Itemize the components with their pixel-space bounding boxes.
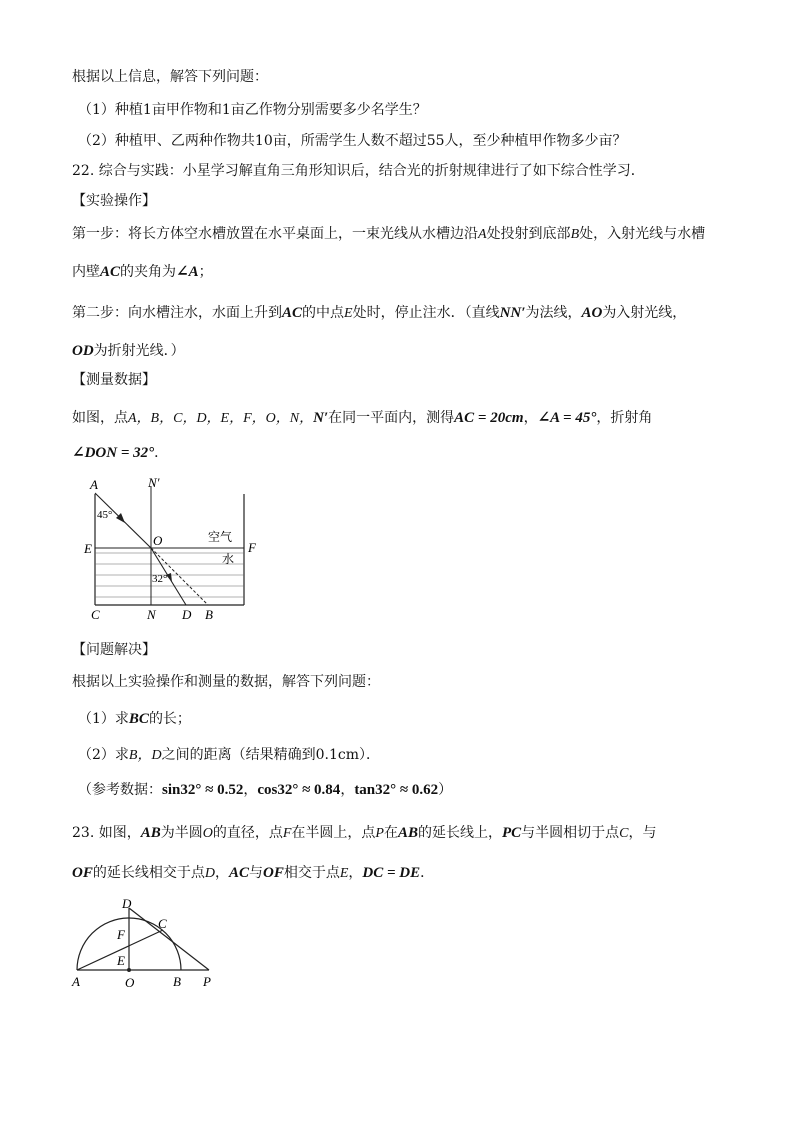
label-A: A <box>72 974 80 989</box>
label-32: 32° <box>152 573 168 585</box>
q23-semicircle-figure <box>66 893 226 993</box>
label-B: B <box>205 607 213 622</box>
q22-solve-intro: 根据以上实验操作和测量的数据，解答下列问题： <box>72 674 380 690</box>
q22-step1-line2: 内壁AC的夹角为∠A； <box>72 264 213 280</box>
label-45: 45° <box>97 509 113 521</box>
label-C: C <box>91 607 100 622</box>
label-air: 空气 <box>208 530 233 544</box>
label-F: F <box>117 927 125 942</box>
label-D: D <box>182 607 192 622</box>
label-O: O <box>153 533 163 548</box>
q22-step2-line2: OD为折射光线．） <box>72 343 185 359</box>
label-water: 水 <box>222 552 235 566</box>
q22-measure-line1: 如图，点A，B，C，D，E，F，O，N，N′在同一平面内，测得AC = 20cm，∠A = 45°，折射角 <box>72 410 653 426</box>
q22-tank-figure <box>80 474 255 624</box>
q22-solve-part1: （1）求BC的长； <box>78 711 191 727</box>
q21-part2: （2）种植甲、乙两种作物共10亩，所需学生人数不超过55人，至少种植甲作物多少亩？ <box>78 133 627 149</box>
label-O: O <box>125 975 135 990</box>
label-C: C <box>158 916 167 931</box>
q22-measure-line2: ∠DON = 32°． <box>72 445 169 461</box>
q22-section-measure: 【测量数据】 <box>72 372 156 388</box>
label-N: N <box>147 607 156 622</box>
q21-intro: 根据以上信息，解答下列问题： <box>72 69 268 85</box>
label-D: D <box>122 896 132 911</box>
q22-stem: 22. 综合与实践：小星学习解直角三角形知识后，结合光的折射规律进行了如下综合性学习． <box>72 163 645 179</box>
q22-step1-line1: 第一步：将长方体空水槽放置在水平桌面上，一束光线从水槽边沿A处投射到底部B处，入射光线与水槽 <box>72 226 706 242</box>
q22-step2-line1: 第二步：向水槽注水，水面上升到AC的中点E处时，停止注水．（直线NN′为法线，AO为入射光线， <box>72 305 687 321</box>
label-B: B <box>173 974 181 989</box>
q21-part1: （1）种植1亩甲作物和1亩乙作物分别需要多少名学生？ <box>78 102 427 118</box>
label-E: E <box>117 953 125 968</box>
q22-reference-data: （参考数据：sin32° ≈ 0.52，cos32° ≈ 0.84，tan32° ≈ 0.62） <box>78 782 453 798</box>
q23-line1: 23. 如图，AB为半圆O的直径，点F在半圆上，点P在AB的延长线上，PC与半圆相切于点C，与 <box>72 825 657 841</box>
q22-solve-part2: （2）求B，D之间的距离（结果精确到0.1cm）． <box>78 747 380 763</box>
q22-section-operation: 【实验操作】 <box>72 193 156 209</box>
q23-line2: OF的延长线相交于点D，AC与OF相交于点E，DC = DE． <box>72 865 435 881</box>
label-F: F <box>248 540 256 555</box>
label-N-prime: N′ <box>148 475 160 490</box>
q22-section-solve: 【问题解决】 <box>72 642 156 658</box>
label-P: P <box>203 974 211 989</box>
label-A: A <box>90 477 98 492</box>
point-O <box>127 968 131 972</box>
line-DP <box>129 908 209 970</box>
label-E: E <box>84 541 92 556</box>
